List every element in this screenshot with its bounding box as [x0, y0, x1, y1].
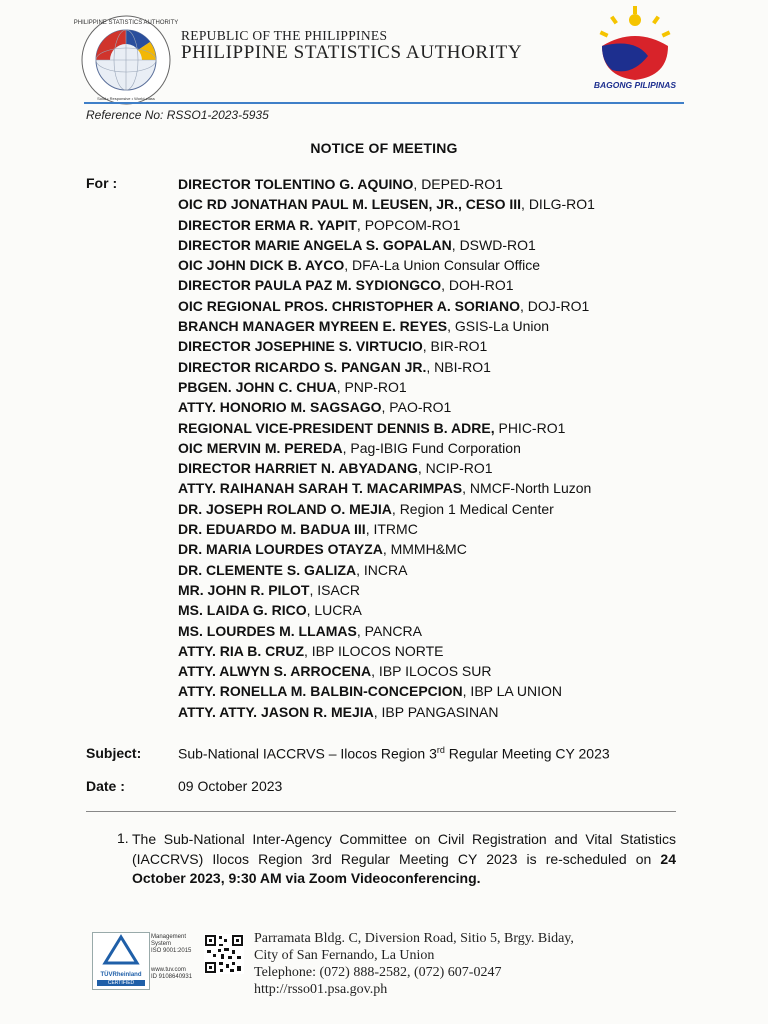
- recipient-item: [178, 539, 595, 559]
- recipient-name: ATTY. RONELLA M. BALBIN-CONCEPCION: [178, 683, 463, 700]
- recipient-name: OIC RD JONATHAN PAUL M. LEUSEN, JR., CESO III: [178, 196, 522, 213]
- recipient-org: PHIC-RO1: [494, 419, 566, 436]
- recipient-name: REGIONAL VICE-PRESIDENT DENNIS B. ADRE,: [178, 419, 495, 436]
- recipient-item: [178, 458, 595, 478]
- recipient-org: , MMMH&MC: [382, 541, 467, 558]
- recipient-item: [178, 215, 595, 235]
- recipient-org: , DILG-RO1: [521, 196, 595, 213]
- recipient-name: DIRECTOR PAULA PAZ M. SYDIONGCO: [178, 277, 442, 294]
- psa-seal-logo: [73, 14, 179, 106]
- document-title: NOTICE OF MEETING: [310, 140, 458, 156]
- recipient-item: [178, 702, 595, 722]
- recipient-org: , Pag-IBIG Fund Corporation: [342, 439, 521, 456]
- recipient-org: , DOJ-RO1: [520, 297, 590, 314]
- recipient-org: , ISACR: [309, 581, 361, 598]
- reference-number: [86, 108, 269, 122]
- recipient-name: DIRECTOR ERMA R. YAPIT: [178, 216, 357, 233]
- seal-text: PHILIPPINE STATISTICS AUTHORITY: [73, 20, 179, 26]
- recipient-item: [178, 600, 595, 620]
- reference-value: RSSO1-2023-5935: [166, 108, 269, 122]
- date-value: 09 October 2023: [178, 778, 283, 794]
- recipient-item: [178, 560, 595, 580]
- recipient-org: , INCRA: [356, 561, 408, 578]
- recipient-name: ATTY. ATTY. JASON R. MEJIA: [178, 703, 374, 720]
- agency-heading: PHILIPPINE STATISTICS AUTHORITY: [181, 42, 523, 63]
- subject-value: Sub-National IACCRVS – Ilocos Region 3rd Regular Meeting CY 2023: [178, 745, 610, 762]
- address-line: Parramata Bldg. C, Diversion Road, Sitio 5, Brgy. Biday,: [254, 931, 574, 946]
- recipient-org: , PNP-RO1: [336, 378, 407, 395]
- recipient-item: [178, 194, 595, 214]
- recipient-item: [178, 235, 595, 255]
- recipient-item: [178, 621, 595, 641]
- recipient-item: [178, 438, 595, 458]
- recipient-org: , NCIP-RO1: [417, 460, 493, 477]
- website-link[interactable]: http://rsso01.psa.gov.ph: [254, 982, 388, 997]
- recipient-org: , DFA-La Union Consular Office: [344, 257, 541, 274]
- tuv-certification-badge: [92, 932, 150, 990]
- body-paragraph: The Sub-National Inter-Agency Committee on Civil Registration and Vital Statistics (IACCRVS) Ilocos Region 3rd Regular Meeting CY 2023 is re-scheduled on 24 October 2023, 9:30 AM via Zoom Videoconferencing.: [132, 831, 676, 886]
- subject-label: Subject:: [86, 745, 142, 761]
- date-label: Date :: [86, 778, 125, 794]
- recipient-name: DR. EDUARDO M. BADUA III: [178, 521, 366, 538]
- recipient-item: [178, 316, 595, 336]
- recipient-name: MS. LAIDA G. RICO: [178, 602, 307, 619]
- seal-motto: Solid • Responsive • World-class: [97, 96, 155, 101]
- recipient-org: , BIR-RO1: [422, 338, 488, 355]
- recipient-item: [178, 661, 595, 681]
- recipient-name: DIRECTOR TOLENTINO G. AQUINO: [178, 176, 414, 192]
- recipient-org: , DSWD-RO1: [451, 236, 536, 253]
- section-divider: [86, 811, 676, 812]
- recipient-name: DIRECTOR MARIE ANGELA S. GOPALAN: [178, 236, 452, 253]
- reference-label: Reference No:: [86, 108, 164, 122]
- recipient-list: [178, 174, 595, 722]
- recipient-item: [178, 478, 595, 498]
- bagong-pilipinas-text: BAGONG PILIPINAS: [593, 80, 677, 90]
- recipient-name: ATTY. HONORIO M. SAGSAGO: [178, 399, 382, 416]
- recipient-item: [178, 397, 595, 417]
- recipient-name: PBGEN. JOHN C. CHUA: [178, 378, 337, 395]
- for-label: For :: [86, 175, 118, 191]
- recipient-org: , Region 1 Medical Center: [391, 500, 554, 517]
- recipient-item: [178, 377, 595, 397]
- recipient-name: DIRECTOR HARRIET N. ABYADANG: [178, 460, 418, 477]
- telephone-line: Telephone: (072) 888-2582, (072) 607-0247: [254, 965, 502, 980]
- recipient-item: [178, 336, 595, 356]
- recipient-name: DR. JOSEPH ROLAND O. MEJIA: [178, 500, 392, 517]
- qr-code-icon: [204, 934, 244, 974]
- recipient-org: , PANCRA: [356, 622, 422, 639]
- meeting-schedule: 24 October 2023, 9:30 AM via Zoom Videoconferencing.: [132, 850, 676, 886]
- cert-details: Management System ISO 9001:2015 www.tuv.com ID 9108640931: [151, 934, 193, 980]
- recipient-org: , DOH-RO1: [441, 277, 514, 294]
- recipient-item: [178, 296, 595, 316]
- recipient-name: DIRECTOR JOSEPHINE S. VIRTUCIO: [178, 338, 423, 355]
- recipient-org: , IBP ILOCOS NORTE: [304, 642, 444, 659]
- recipient-name: OIC MERVIN M. PEREDA: [178, 439, 343, 456]
- recipient-name: DR. CLEMENTE S. GALIZA: [178, 561, 357, 578]
- cert-brand: TÜVRheinland: [100, 972, 142, 978]
- recipient-item: [178, 681, 595, 701]
- recipient-org: , IBP LA UNION: [462, 683, 562, 700]
- recipient-item: [178, 519, 595, 539]
- recipient-item: [178, 357, 595, 377]
- cert-badge-text: CERTIFIED: [97, 980, 145, 986]
- recipient-item: [178, 580, 595, 600]
- address-line: City of San Fernando, La Union: [254, 948, 435, 963]
- recipient-item: [178, 255, 595, 275]
- tuv-triangle-icon: [93, 933, 149, 967]
- republic-heading: REPUBLIC OF THE PHILIPPINES: [181, 28, 388, 43]
- header-divider: [84, 102, 684, 104]
- recipient-org: , ITRMC: [365, 521, 418, 538]
- recipient-name: OIC REGIONAL PROS. CHRISTOPHER A. SORIANO: [178, 297, 521, 314]
- recipient-org: , DEPED-RO1: [413, 176, 503, 192]
- recipient-item: [178, 174, 595, 194]
- recipient-org: , GSIS-La Union: [447, 318, 550, 335]
- recipient-org: , NBI-RO1: [426, 358, 491, 375]
- recipient-name: ATTY. ALWYN S. ARROCENA: [178, 663, 372, 680]
- recipient-org: , PAO-RO1: [381, 399, 452, 416]
- bagong-pilipinas-logo: [592, 6, 678, 84]
- recipient-item: [178, 499, 595, 519]
- recipient-name: ATTY. RAIHANAH SARAH T. MACARIMPAS: [178, 480, 463, 497]
- recipient-item: [178, 641, 595, 661]
- recipient-org: , POPCOM-RO1: [356, 216, 461, 233]
- recipient-name: DR. MARIA LOURDES OTAYZA: [178, 541, 383, 558]
- recipient-org: , NMCF-North Luzon: [462, 480, 592, 497]
- recipient-item: [178, 418, 595, 438]
- recipient-org: , IBP ILOCOS SUR: [371, 663, 492, 680]
- recipient-name: BRANCH MANAGER MYREEN E. REYES: [178, 318, 448, 335]
- recipient-name: DIRECTOR RICARDO S. PANGAN JR.: [178, 358, 427, 375]
- recipient-name: OIC JOHN DICK B. AYCO: [178, 257, 345, 274]
- paragraph-number: 1.: [117, 830, 129, 846]
- recipient-org: , LUCRA: [306, 602, 362, 619]
- recipient-org: , IBP PANGASINAN: [373, 703, 499, 720]
- recipient-name: ATTY. RIA B. CRUZ: [178, 642, 304, 659]
- recipient-item: [178, 275, 595, 295]
- footer-address: [254, 930, 574, 998]
- recipient-name: MS. LOURDES M. LLAMAS: [178, 622, 357, 639]
- recipient-name: MR. JOHN R. PILOT: [178, 581, 310, 598]
